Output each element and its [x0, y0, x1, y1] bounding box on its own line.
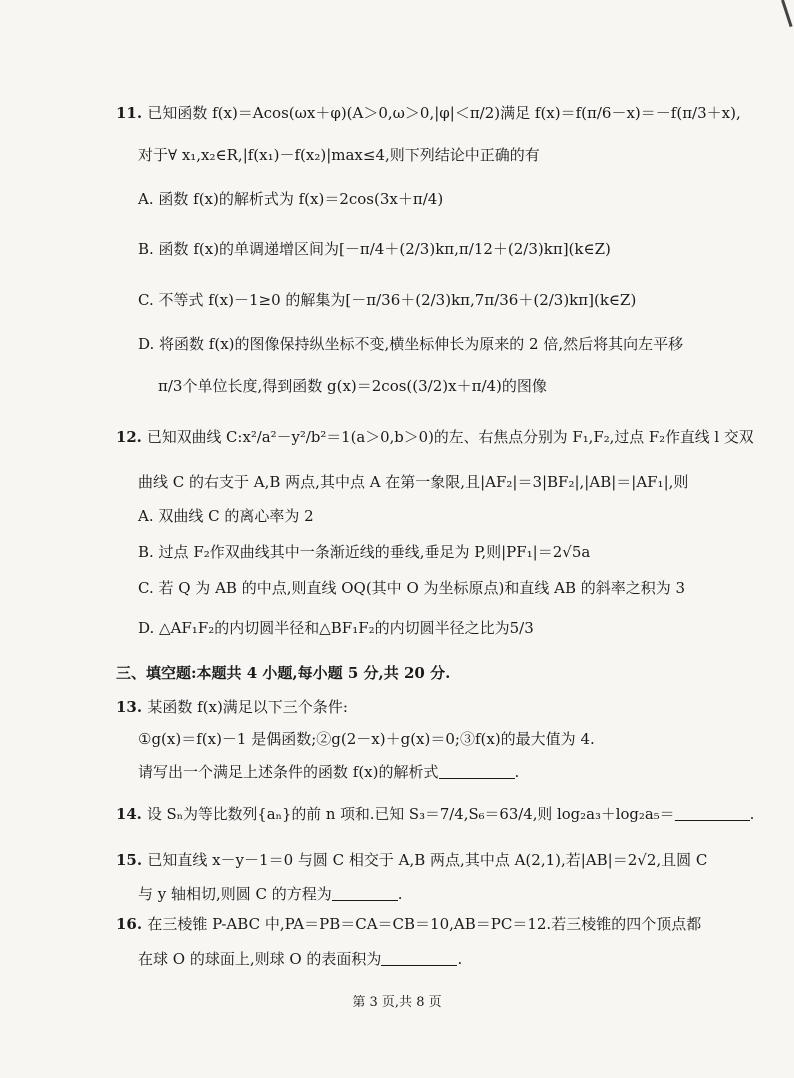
line-q14 — [116, 804, 754, 824]
line-q11-C — [138, 290, 636, 310]
line-q16-1 — [116, 914, 701, 934]
line-text: 对于∀ x₁,x₂∈R,|f(x₁)－f(x₂)|max≤4,则下列结论中正确的有 — [138, 146, 540, 164]
line-text: C. 若 Q 为 AB 的中点,则直线 OQ(其中 O 为坐标原点)和直线 AB 的斜率之积为 3 — [138, 579, 686, 597]
line-text: 在三棱锥 P-ABC 中,PA＝PB＝CA＝CB＝10,AB＝PC＝12.若三棱锥的四个顶点都 — [147, 915, 702, 933]
line-text: 已知双曲线 C:x²/a²－y²/b²＝1(a＞0,b＞0)的左、右焦点分别为 F₁,F₂,过点 F₂作直线 l 交双 — [147, 428, 754, 446]
line-tail: . — [749, 805, 755, 823]
line-text: 在球 O 的球面上,则球 O 的表面积为 — [138, 950, 382, 968]
line-tail: . — [397, 885, 403, 903]
line-text: 请写出一个满足上述条件的函数 f(x)的解析式 — [138, 763, 439, 781]
line-text: 已知函数 f(x)＝Acos(ωx＋φ)(A＞0,ω＞0,|φ|＜π/2)满足 f(x)＝f(π/6－x)＝－f(π/3＋x), — [147, 104, 741, 122]
line-tail: . — [514, 763, 520, 781]
line-text: 曲线 C 的右支于 A,B 两点,其中点 A 在第一象限,且|AF₂|＝3|BF₂|,|AB|＝|AF₁|,则 — [138, 473, 689, 491]
answer-blank[interactable] — [381, 949, 457, 966]
line-sec3 — [116, 663, 450, 683]
line-q11-2 — [138, 145, 540, 165]
line-text: ①g(x)＝f(x)－1 是偶函数;②g(2－x)＋g(x)＝0;③f(x)的最大值为 4. — [138, 730, 595, 748]
answer-blank[interactable] — [674, 804, 749, 821]
line-q12-A — [138, 506, 314, 526]
answer-blank[interactable] — [439, 762, 515, 779]
line-text: B. 函数 f(x)的单调递增区间为[－π/4＋(2/3)kπ,π/12＋(2/3)kπ](k∈Z) — [138, 240, 611, 258]
question-number: 14. — [116, 805, 147, 823]
line-q15-2 — [138, 884, 403, 904]
line-text: A. 函数 f(x)的解析式为 f(x)＝2cos(3x＋π/4) — [138, 190, 444, 208]
line-text: D. △AF₁F₂的内切圆半径和△BF₁F₂的内切圆半径之比为5/3 — [138, 619, 534, 637]
line-q12-D — [138, 618, 534, 638]
line-q12-C — [138, 578, 685, 598]
line-text: 三、填空题:本题共 4 小题,每小题 5 分,共 20 分. — [116, 664, 451, 682]
line-q11-D2 — [158, 376, 547, 396]
line-q15-1 — [116, 850, 707, 870]
question-number: 12. — [116, 428, 148, 446]
line-q13-1 — [116, 697, 348, 717]
line-text: π/3个单位长度,得到函数 g(x)＝2cos((3/2)x＋π/4)的图像 — [158, 377, 547, 395]
question-number: 16. — [116, 915, 148, 933]
line-text: D. 将函数 f(x)的图像保持纵坐标不变,横坐标伸长为原来的 2 倍,然后将其向左平移 — [138, 335, 684, 353]
question-number: 13. — [116, 698, 148, 716]
line-text: 某函数 f(x)满足以下三个条件: — [147, 698, 348, 716]
line-text: 设 Sₙ为等比数列{aₙ}的前 n 项和.已知 S₃＝7/4,S₆＝63/4,则 log₂a₃＋log₂a₅＝ — [146, 805, 675, 823]
line-text: B. 过点 F₂作双曲线其中一条渐近线的垂线,垂足为 P,则|PF₁|＝2√5a — [138, 543, 591, 561]
line-q16-2 — [138, 949, 462, 969]
line-text: A. 双曲线 C 的离心率为 2 — [138, 507, 314, 525]
line-tail: . — [457, 950, 463, 968]
line-q11-1 — [116, 103, 741, 123]
line-q12-1 — [116, 427, 754, 447]
line-q12-2 — [138, 472, 688, 492]
line-q13-3 — [138, 762, 519, 782]
answer-blank[interactable] — [332, 884, 398, 901]
page-footer: 第 3 页,共 8 页 — [352, 995, 442, 1010]
line-text: C. 不等式 f(x)－1≥0 的解集为[－π/36＋(2/3)kπ,7π/36＋(2/3)kπ](k∈Z) — [138, 291, 637, 309]
line-q12-B — [138, 542, 590, 562]
line-q11-B — [138, 239, 611, 259]
scan-mark — [781, 0, 793, 27]
line-text: 已知直线 x－y－1＝0 与圆 C 相交于 A,B 两点,其中点 A(2,1),若|AB|＝2√2,且圆 C — [147, 851, 708, 869]
question-number: 15. — [116, 851, 148, 869]
line-text: 与 y 轴相切,则圆 C 的方程为 — [138, 885, 332, 903]
question-number: 11. — [116, 104, 148, 122]
line-q11-D1 — [138, 334, 683, 354]
line-q11-A — [138, 189, 443, 209]
line-q13-2 — [138, 729, 595, 749]
